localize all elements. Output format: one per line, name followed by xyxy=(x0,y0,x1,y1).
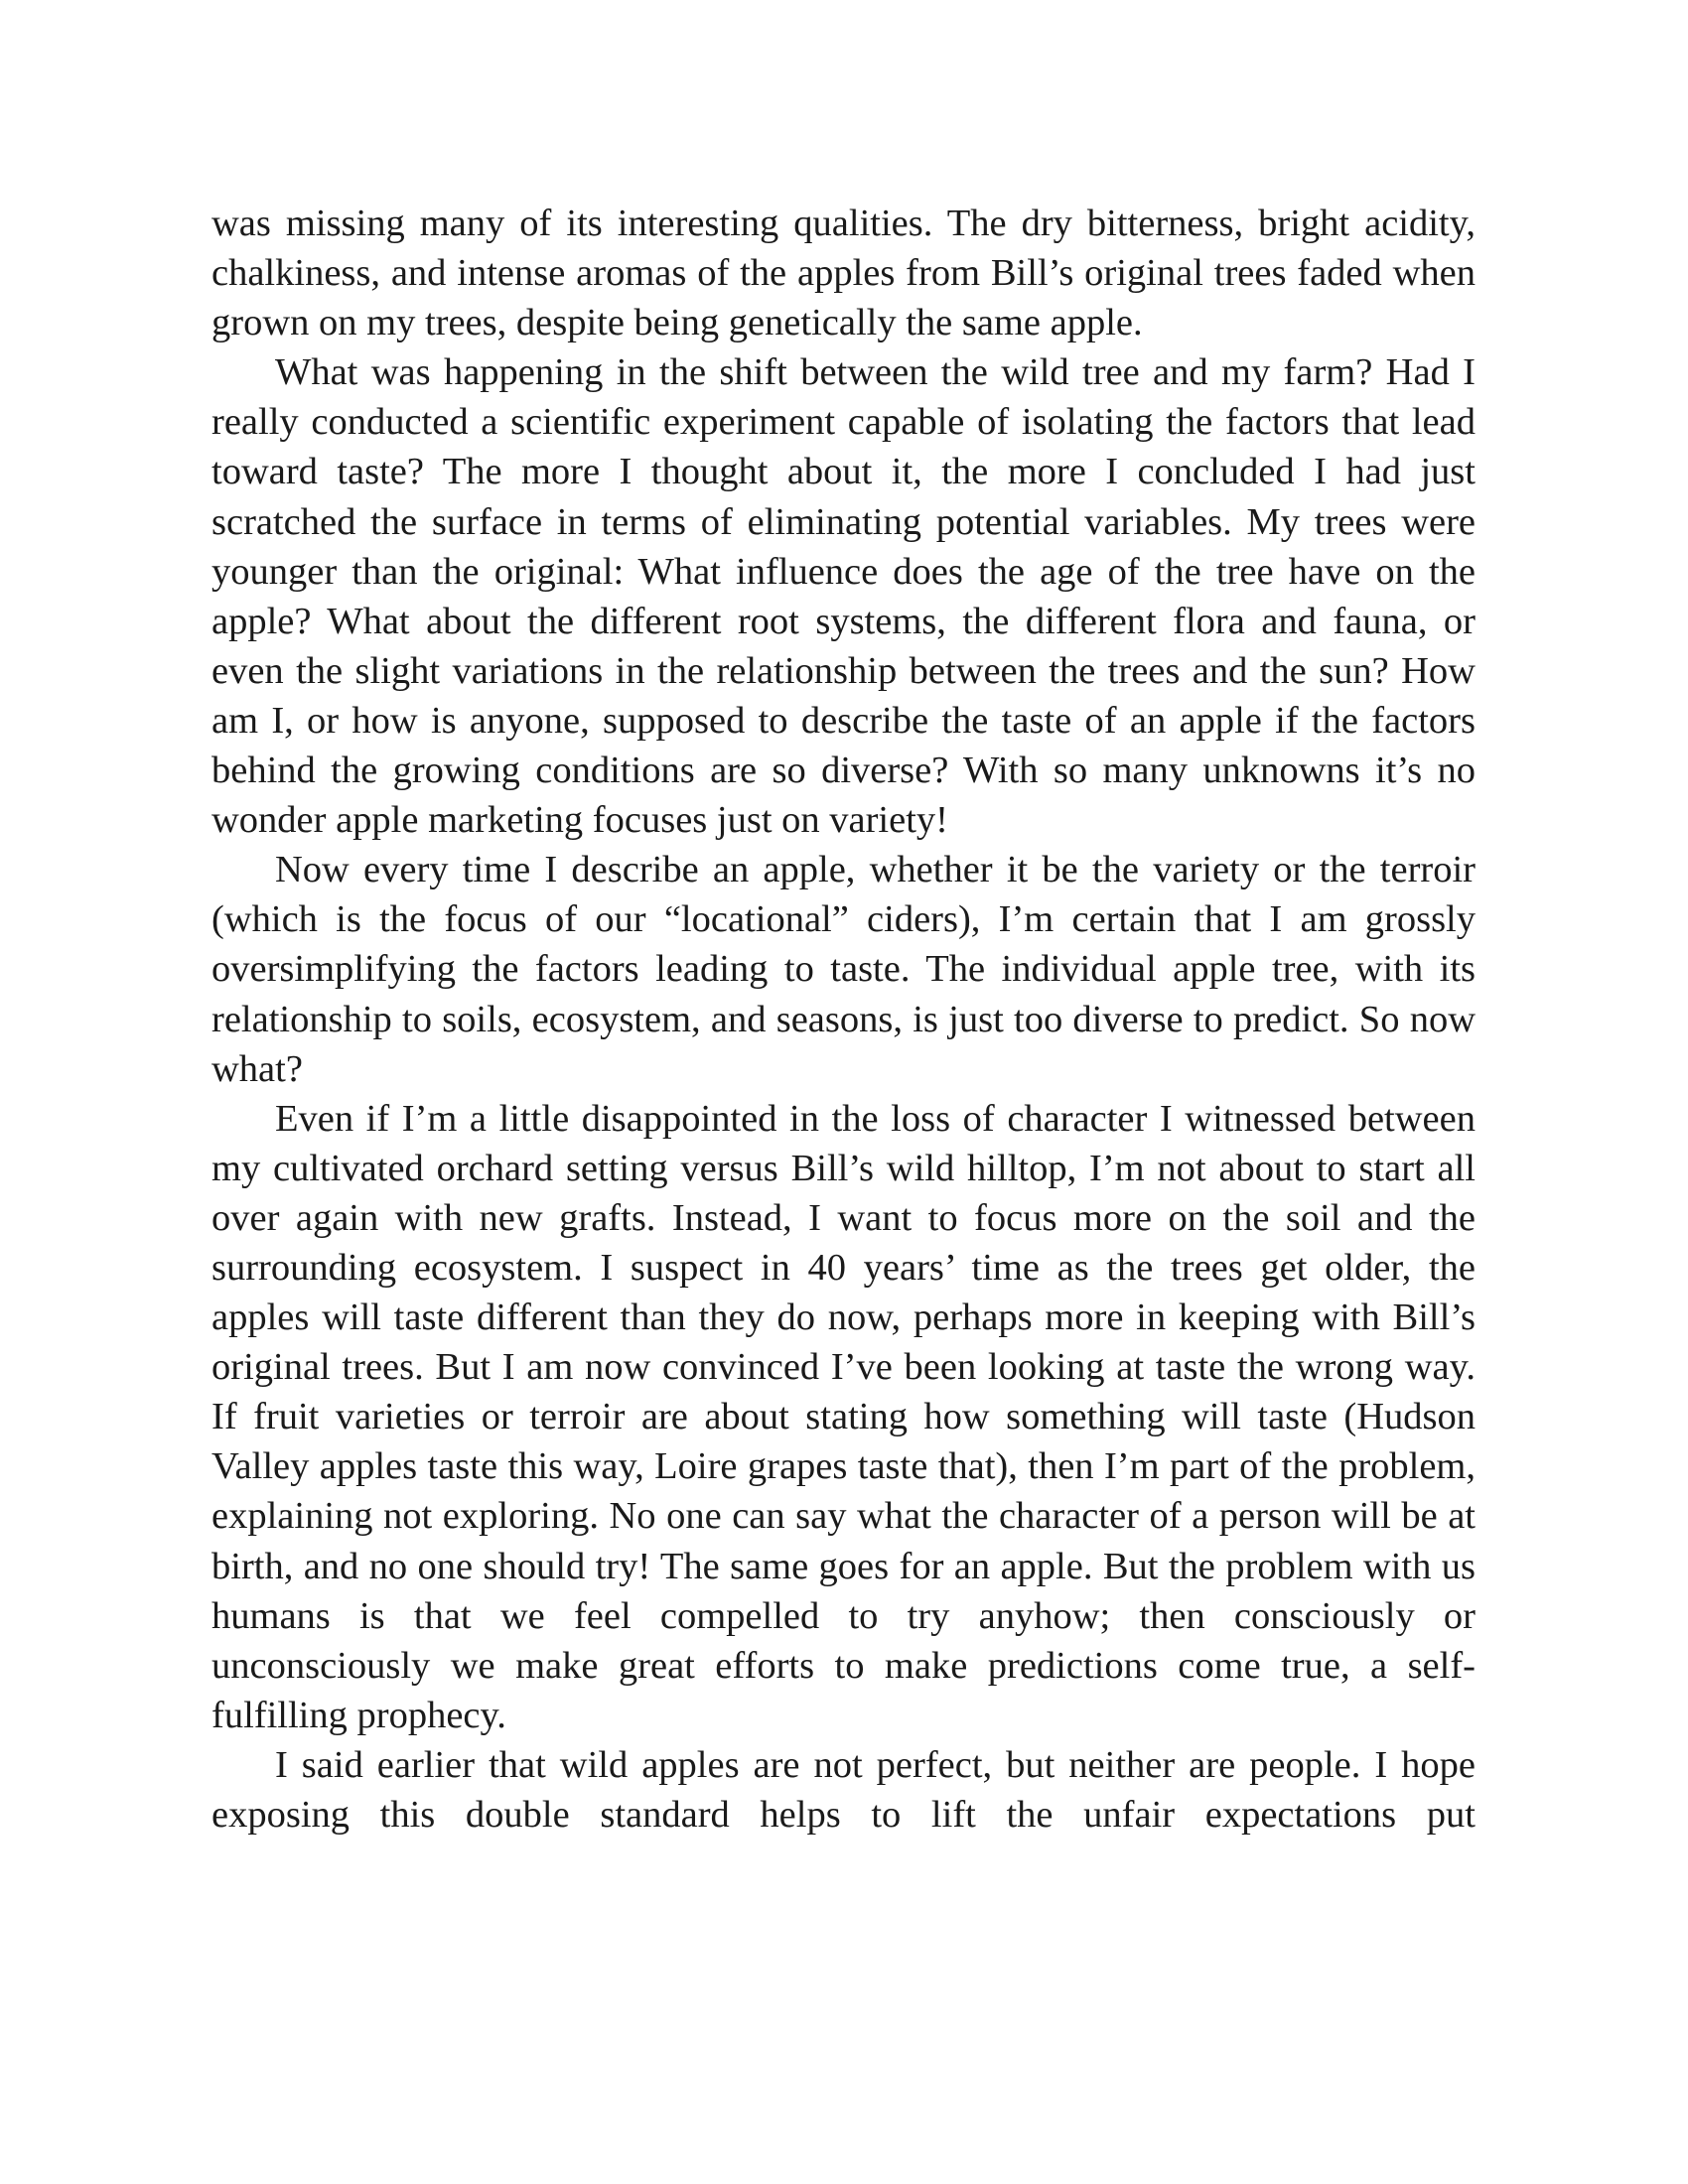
paragraph-3: Now every time I describe an apple, whether it be the variety or the terroir (which is the focus of our “locational” ciders), I’m certain that I am grossly oversimplifying the factors leading to taste. The individual apple tree, with its relationship to soils, ecosystem, and seasons, is just too diverse to predict. So now what? xyxy=(211,849,1476,1090)
paragraph-2: What was happening in the shift between the wild tree and my farm? Had I really conducted a scientific experiment capable of isolating the factors that lead toward taste? The more I thought about it, the more I concluded I had just scratched the surface in terms of eliminating potential variables. My trees were younger than the original: What influence does the age of the tree have on the apple? What about the different root systems, the different flora and fauna, or even the slight variations in the relationship between the trees and the sun? How am I, or how is anyone, supposed to describe the taste of an apple if the factors behind the growing conditions are so diverse? With so many unknowns it’s no wonder apple marketing focuses just on variety! xyxy=(211,351,1476,842)
document-page xyxy=(211,199,1476,1840)
paragraph-4: Even if I’m a little disappointed in the loss of character I witnessed between my cultivated orchard setting versus Bill’s wild hilltop, I’m not about to start all over again with new grafts. Instead, I want to focus more on the soil and the surrounding ecosystem. I suspect in 40 years’ time as the trees get older, the apples will taste different than they do now, perhaps more in keeping with Bill’s original trees. But I am now convinced I’ve been looking at taste the wrong way. If fruit varieties or terroir are about stating how something will taste (Hudson Valley apples taste this way, Loire grapes taste that), then I’m part of the problem, explaining not exploring. No one can say what the character of a person will be at birth, and no one should try! The same goes for an apple. But the problem with us humans is that we feel compelled to try anyhow; then consciously or unconsciously we make great efforts to make predictions come true, a self-fulfilling prophecy. xyxy=(211,1097,1476,1736)
paragraph-1: was missing many of its interesting qualities. The dry bitterness, bright acidity, chalkiness, and intense aromas of the apples from Bill’s original trees faded when grown on my trees, despite being genetically the same apple. xyxy=(211,203,1476,344)
paragraph-5: I said earlier that wild apples are not perfect, but neither are people. I hope exposing this double standard helps to lift the unfair expectations put xyxy=(211,1743,1476,1836)
